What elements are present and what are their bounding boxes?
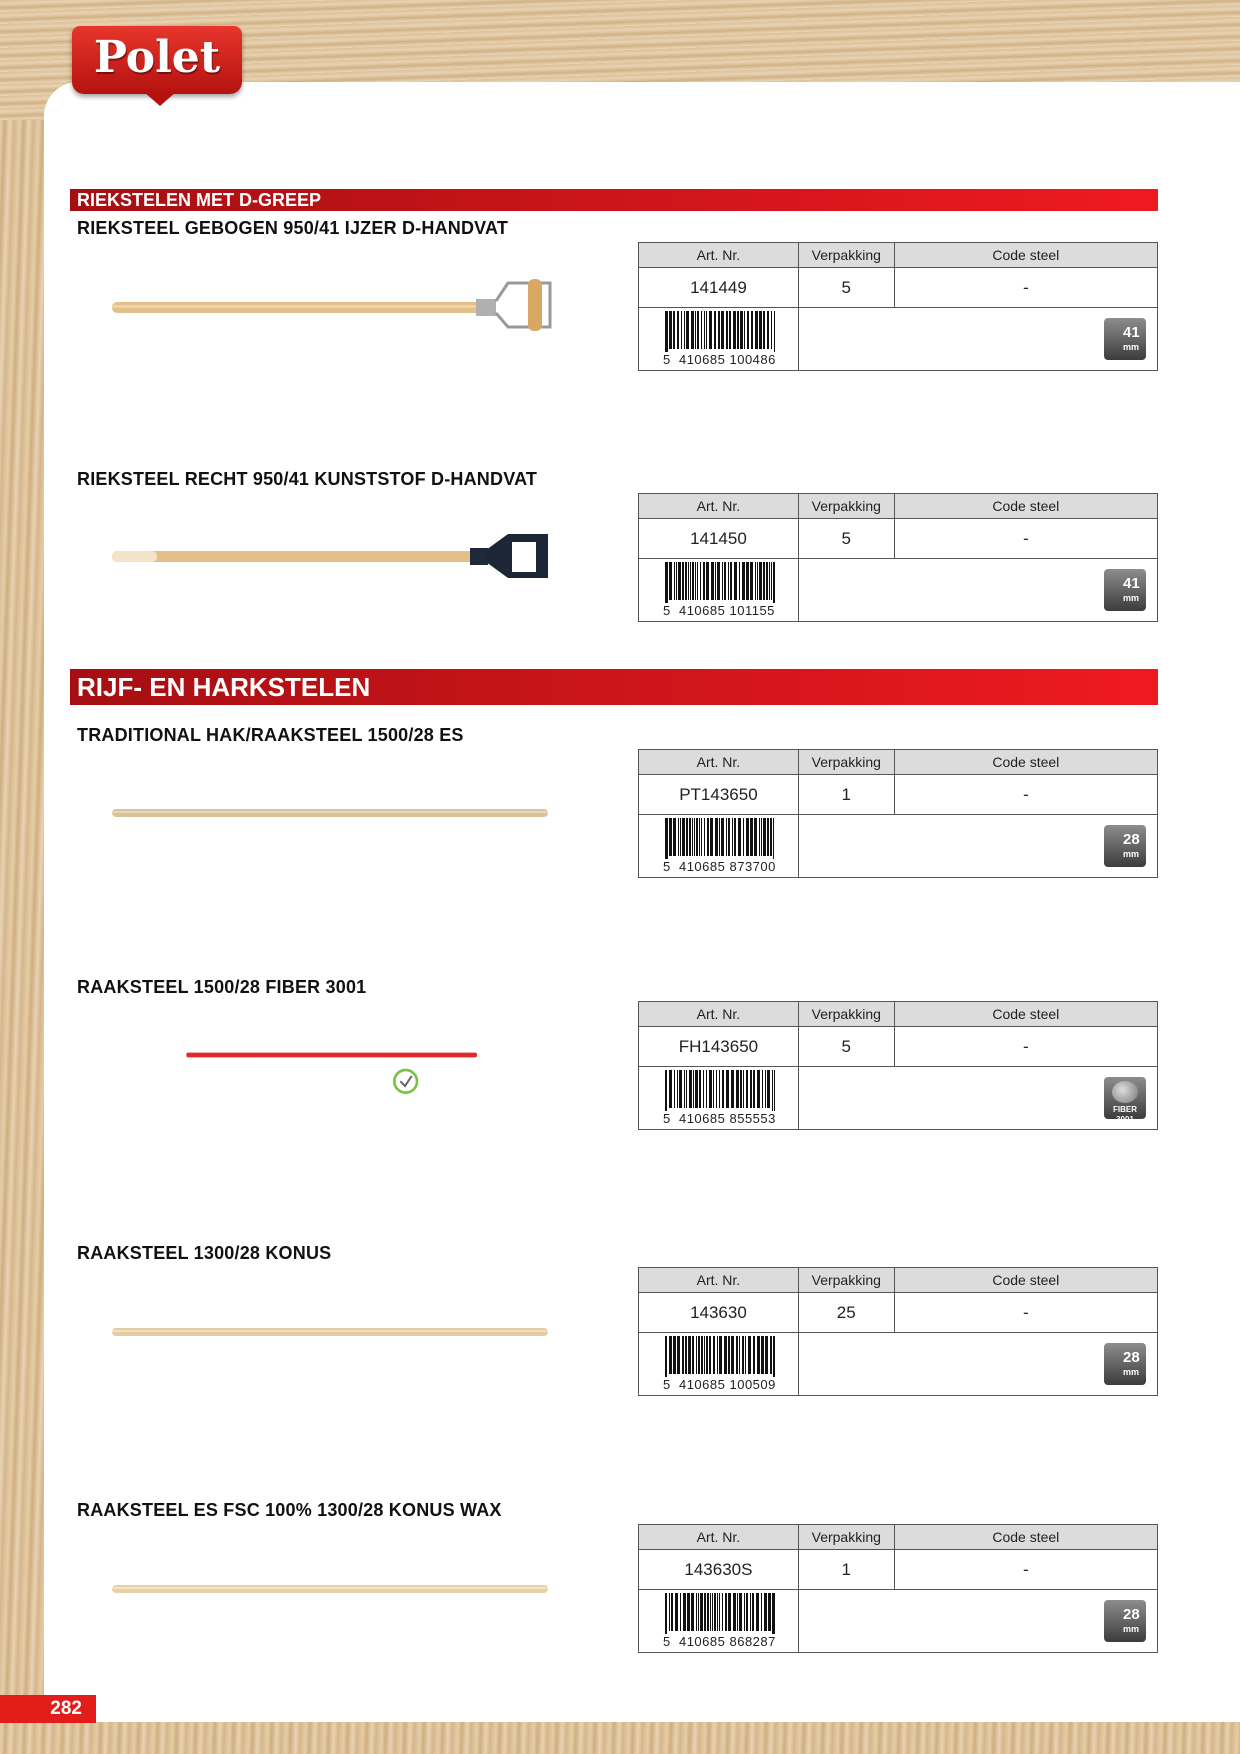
barcode-stripe bbox=[742, 562, 745, 600]
diameter-badge-icon: 41 mm bbox=[1104, 318, 1146, 360]
barcode-stripe bbox=[726, 1070, 729, 1108]
barcode-stripe bbox=[685, 562, 687, 600]
barcode-stripe bbox=[692, 562, 694, 600]
spec-table bbox=[638, 1267, 1158, 1396]
barcode bbox=[639, 309, 798, 369]
barcode-stripe bbox=[709, 1336, 711, 1374]
header-code-steel: Code steel bbox=[894, 750, 1157, 775]
verpakking: 25 bbox=[798, 1293, 894, 1333]
barcode-stripe bbox=[695, 562, 696, 600]
product-title: RAAKSTEEL 1300/28 KONUS bbox=[77, 1243, 332, 1263]
barcode-stripe bbox=[695, 1070, 698, 1108]
barcode-stripe bbox=[692, 818, 693, 856]
barcode-stripe bbox=[733, 311, 736, 349]
barcode-stripe bbox=[665, 1593, 667, 1637]
barcode-stripe bbox=[746, 1070, 748, 1108]
barcode-stripe bbox=[763, 562, 765, 600]
barcode-stripe bbox=[713, 1070, 714, 1108]
code-steel: - bbox=[894, 1550, 1157, 1590]
barcode-stripe bbox=[669, 1593, 670, 1631]
barcode-stripe bbox=[750, 1593, 751, 1631]
barcode bbox=[639, 816, 798, 876]
barcode-stripe bbox=[736, 1070, 739, 1108]
barcode-stripe bbox=[750, 562, 753, 600]
barcode-stripe bbox=[678, 562, 681, 600]
barcode-stripe bbox=[684, 311, 685, 349]
barcode-stripe bbox=[761, 1336, 764, 1374]
barcode-stripe bbox=[665, 311, 668, 355]
header-verpakking: Verpakking bbox=[798, 494, 894, 519]
barcode-stripe bbox=[681, 311, 682, 349]
barcode-stripe bbox=[691, 311, 694, 349]
barcode-stripe bbox=[716, 1070, 717, 1108]
barcode-stripe bbox=[669, 562, 672, 600]
barcode-stripe bbox=[683, 1593, 686, 1631]
barcode-stripe bbox=[676, 562, 677, 600]
barcode-stripe bbox=[757, 1070, 760, 1108]
header-art-nr: Art. Nr. bbox=[639, 1002, 799, 1027]
barcode-stripe bbox=[771, 562, 772, 600]
header-art-nr: Art. Nr. bbox=[639, 1268, 799, 1293]
header-art-nr: Art. Nr. bbox=[639, 1525, 799, 1550]
barcode-stripe bbox=[730, 562, 732, 600]
barcode-stripe bbox=[733, 1593, 736, 1631]
barcode-stripe bbox=[691, 1593, 694, 1631]
barcode-stripe bbox=[715, 818, 718, 856]
barcode-stripe bbox=[686, 1070, 687, 1108]
barcode-stripe bbox=[737, 311, 739, 349]
barcode-stripe bbox=[737, 1593, 738, 1631]
barcode-stripe bbox=[722, 562, 723, 600]
barcode-stripe bbox=[763, 818, 766, 856]
art-nr: 141449 bbox=[639, 268, 799, 308]
barcode-stripe bbox=[673, 311, 675, 349]
barcode-stripe bbox=[742, 1336, 744, 1374]
barcode-stripe bbox=[680, 818, 681, 856]
art-nr: 143630S bbox=[639, 1550, 799, 1590]
barcode-stripe bbox=[717, 1593, 718, 1631]
barcode-stripe bbox=[695, 311, 696, 349]
barcode-stripe bbox=[719, 1070, 720, 1108]
barcode-stripe bbox=[714, 1593, 716, 1631]
barcode-stripe bbox=[706, 1070, 707, 1108]
barcode-stripe bbox=[721, 818, 724, 856]
product-image-wooden-stick bbox=[110, 1559, 560, 1619]
barcode-stripe bbox=[746, 1593, 748, 1631]
art-nr: FH143650 bbox=[639, 1027, 799, 1067]
header-code-steel: Code steel bbox=[894, 243, 1157, 268]
logo-text: Polet bbox=[72, 26, 242, 94]
product-image-wooden-stick bbox=[110, 1302, 560, 1362]
barcode-stripe bbox=[701, 1336, 703, 1374]
barcode-stripe bbox=[680, 1593, 681, 1631]
barcode-stripe bbox=[703, 562, 705, 600]
barcode-stripe bbox=[685, 1336, 687, 1374]
product-title: TRADITIONAL HAK/RAAKSTEEL 1500/28 ES bbox=[77, 725, 464, 745]
barcode-stripe bbox=[689, 818, 691, 856]
barcode-stripe bbox=[665, 818, 668, 862]
diameter-badge-icon: 28 mm bbox=[1104, 1343, 1146, 1385]
barcode-stripe bbox=[746, 818, 749, 856]
barcode-stripe bbox=[747, 311, 749, 349]
barcode-stripe bbox=[677, 311, 679, 349]
barcode-stripe bbox=[673, 818, 676, 856]
barcode-stripe bbox=[731, 1336, 734, 1374]
barcode-stripe bbox=[728, 562, 729, 600]
brand-logo bbox=[72, 26, 242, 110]
barcode-stripe bbox=[704, 1336, 705, 1374]
spec-table bbox=[638, 1001, 1158, 1130]
art-nr: 143630 bbox=[639, 1293, 799, 1333]
barcode-stripe bbox=[701, 311, 702, 349]
barcode-stripe bbox=[679, 1070, 682, 1108]
barcode-stripe bbox=[688, 1336, 691, 1374]
barcode-stripe bbox=[748, 1336, 751, 1374]
product-title: RIEKSTEEL RECHT 950/41 KUNSTSTOF D-HANDVAT bbox=[77, 469, 538, 489]
barcode-stripe bbox=[674, 1070, 675, 1108]
barcode-stripe bbox=[750, 1070, 752, 1108]
barcode-stripe bbox=[696, 818, 698, 856]
barcode-number: 5 410685 100509 bbox=[663, 1377, 776, 1392]
barcode-stripe bbox=[687, 1593, 690, 1631]
barcode-stripe bbox=[717, 562, 720, 600]
product-image-fiber-stick bbox=[110, 1036, 560, 1096]
barcode-stripe bbox=[706, 1336, 708, 1374]
header-code-steel: Code steel bbox=[894, 1268, 1157, 1293]
barcode-stripe bbox=[770, 1336, 772, 1374]
barcode-stripe bbox=[728, 1336, 730, 1374]
barcode-stripe bbox=[669, 818, 672, 856]
barcode-stripe bbox=[764, 1593, 767, 1631]
barcode-stripe bbox=[734, 562, 737, 600]
barcode-stripe bbox=[757, 562, 758, 600]
barcode-stripe bbox=[689, 1070, 692, 1108]
barcode-stripe bbox=[774, 1070, 775, 1114]
code-steel: - bbox=[894, 1027, 1157, 1067]
verpakking: 5 bbox=[798, 519, 894, 559]
barcode-stripe bbox=[739, 562, 740, 600]
product-title: RAAKSTEEL ES FSC 100% 1300/28 KONUS WAX bbox=[77, 1500, 502, 1520]
diameter-badge-icon: 41 mm bbox=[1104, 569, 1146, 611]
barcode-stripe bbox=[771, 311, 772, 349]
art-nr: PT143650 bbox=[639, 775, 799, 815]
barcode-stripe bbox=[756, 1593, 759, 1631]
verpakking: 5 bbox=[798, 1027, 894, 1067]
barcode-stripe bbox=[707, 818, 709, 856]
fsc-check-icon bbox=[394, 1070, 417, 1093]
header-code-steel: Code steel bbox=[894, 494, 1157, 519]
header-art-nr: Art. Nr. bbox=[639, 243, 799, 268]
barcode-stripe bbox=[728, 818, 730, 856]
barcode-stripe bbox=[772, 1593, 775, 1637]
barcode-stripe bbox=[669, 1070, 672, 1108]
barcode-number: 5 410685 868287 bbox=[663, 1634, 776, 1649]
barcode-stripe bbox=[699, 1070, 701, 1108]
barcode-stripe bbox=[704, 1593, 706, 1631]
barcode-stripe bbox=[686, 311, 689, 349]
code-steel: - bbox=[894, 519, 1157, 559]
barcode-stripe bbox=[707, 1593, 709, 1631]
barcode-stripe bbox=[719, 1336, 722, 1374]
barcode-stripe bbox=[769, 562, 770, 600]
barcode-stripe bbox=[698, 1336, 700, 1374]
barcode-stripe bbox=[704, 818, 705, 856]
barcode-stripe bbox=[740, 1070, 742, 1108]
barcode-stripe bbox=[755, 562, 756, 600]
spec-table bbox=[638, 749, 1158, 878]
barcode-stripe bbox=[722, 1593, 723, 1631]
barcode bbox=[639, 1591, 798, 1651]
spec-table bbox=[638, 242, 1158, 371]
header-code-steel: Code steel bbox=[894, 1002, 1157, 1027]
barcode-stripe bbox=[744, 1593, 745, 1631]
barcode-stripe bbox=[697, 562, 698, 600]
header-verpakking: Verpakking bbox=[798, 243, 894, 268]
barcode-stripe bbox=[717, 1336, 718, 1374]
barcode-stripe bbox=[743, 818, 744, 856]
barcode-stripe bbox=[761, 818, 762, 856]
barcode-stripe bbox=[739, 1593, 742, 1631]
barcode bbox=[639, 560, 798, 620]
verpakking: 5 bbox=[798, 268, 894, 308]
barcode-stripe bbox=[768, 1593, 771, 1631]
product-image-d-handle-plastic bbox=[110, 528, 560, 588]
barcode-stripe bbox=[773, 562, 775, 606]
code-steel: - bbox=[894, 1293, 1157, 1333]
barcode-stripe bbox=[682, 562, 684, 600]
barcode-stripe bbox=[767, 311, 769, 349]
barcode-stripe bbox=[711, 562, 714, 600]
barcode-stripe bbox=[738, 818, 741, 856]
barcode-stripe bbox=[743, 1070, 744, 1108]
header-art-nr: Art. Nr. bbox=[639, 750, 799, 775]
barcode-stripe bbox=[767, 818, 769, 856]
barcode-stripe bbox=[671, 1593, 673, 1631]
barcode-number: 5 410685 100486 bbox=[663, 352, 776, 367]
barcode-stripe bbox=[678, 818, 679, 856]
barcode-stripe bbox=[728, 1593, 731, 1631]
barcode-stripe bbox=[772, 1070, 773, 1114]
header-code-steel: Code steel bbox=[894, 1525, 1157, 1550]
barcode-stripe bbox=[700, 562, 701, 600]
barcode-stripe bbox=[751, 311, 753, 349]
barcode-stripe bbox=[755, 311, 758, 349]
barcode-stripe bbox=[773, 1336, 775, 1380]
header-art-nr: Art. Nr. bbox=[639, 494, 799, 519]
barcode-stripe bbox=[739, 1336, 740, 1374]
barcode-stripe bbox=[734, 818, 736, 856]
barcode-stripe bbox=[736, 1336, 738, 1374]
barcode-stripe bbox=[677, 1336, 680, 1374]
barcode-stripe bbox=[699, 818, 700, 856]
fiber-badge-icon: FIBER 3001 bbox=[1104, 1077, 1146, 1119]
barcode-number: 5 410685 855553 bbox=[663, 1111, 776, 1126]
section-title-riekstelen: RIEKSTELEN MET D-GREEP bbox=[70, 189, 1158, 211]
barcode-stripe bbox=[694, 818, 695, 856]
barcode-stripe bbox=[721, 311, 724, 349]
barcode-stripe bbox=[740, 311, 743, 349]
product-title: RIEKSTEEL GEBOGEN 950/41 IJZER D-HANDVAT bbox=[77, 218, 509, 238]
barcode-stripe bbox=[753, 1336, 755, 1374]
barcode-stripe bbox=[682, 1336, 684, 1374]
header-verpakking: Verpakking bbox=[798, 1525, 894, 1550]
code-steel: - bbox=[894, 268, 1157, 308]
spec-table bbox=[638, 1524, 1158, 1653]
barcode-stripe bbox=[757, 1336, 760, 1374]
barcode-stripe bbox=[706, 311, 707, 349]
barcode-stripe bbox=[713, 1336, 715, 1374]
barcode-stripe bbox=[754, 818, 757, 856]
barcode-stripe bbox=[684, 1070, 685, 1108]
barcode-stripe bbox=[766, 562, 768, 600]
barcode-stripe bbox=[677, 1070, 678, 1108]
barcode-stripe bbox=[722, 1070, 724, 1108]
barcode-stripe bbox=[726, 311, 728, 349]
barcode bbox=[639, 1068, 798, 1128]
product-title: RAAKSTEEL 1500/28 FIBER 3001 bbox=[77, 977, 367, 997]
barcode-stripe bbox=[719, 818, 720, 856]
barcode-stripe bbox=[712, 1593, 713, 1631]
barcode-stripe bbox=[688, 562, 689, 600]
verpakking: 1 bbox=[798, 1550, 894, 1590]
barcode-stripe bbox=[718, 311, 720, 349]
barcode-stripe bbox=[669, 311, 672, 349]
barcode-stripe bbox=[759, 311, 762, 349]
barcode-stripe bbox=[759, 562, 762, 600]
barcode-stripe bbox=[682, 818, 685, 856]
barcode-stripe bbox=[724, 1336, 727, 1374]
barcode-stripe bbox=[709, 1070, 712, 1108]
barcode-stripe bbox=[704, 311, 705, 349]
barcode-stripe bbox=[690, 562, 691, 600]
barcode-stripe bbox=[750, 818, 753, 856]
art-nr: 141450 bbox=[639, 519, 799, 559]
barcode-stripe bbox=[715, 562, 716, 600]
barcode bbox=[639, 1334, 798, 1394]
barcode-number: 5 410685 873700 bbox=[663, 859, 776, 874]
barcode-stripe bbox=[773, 818, 774, 862]
spec-table bbox=[638, 493, 1158, 622]
barcode-stripe bbox=[703, 1070, 704, 1108]
header-verpakking: Verpakking bbox=[798, 750, 894, 775]
logo-tip bbox=[144, 92, 176, 106]
barcode-stripe bbox=[706, 562, 709, 600]
barcode-stripe bbox=[774, 311, 775, 355]
header-verpakking: Verpakking bbox=[798, 1002, 894, 1027]
barcode-stripe bbox=[674, 562, 675, 600]
diameter-badge-icon: 28 mm bbox=[1104, 1600, 1146, 1642]
header-verpakking: Verpakking bbox=[798, 1268, 894, 1293]
barcode-stripe bbox=[665, 1070, 667, 1114]
section-title-rijf-harkstelen: RIJF- EN HARKSTELEN bbox=[70, 669, 1158, 705]
barcode-stripe bbox=[762, 1070, 763, 1108]
product-image-d-handle-metal bbox=[110, 275, 560, 335]
barcode-stripe bbox=[726, 818, 727, 856]
barcode-stripe bbox=[701, 818, 702, 856]
diameter-badge-icon: 28 mm bbox=[1104, 825, 1146, 867]
barcode-stripe bbox=[665, 1336, 667, 1380]
barcode-stripe bbox=[759, 818, 760, 856]
barcode-stripe bbox=[665, 562, 668, 606]
barcode-stripe bbox=[745, 1336, 746, 1374]
barcode-stripe bbox=[744, 311, 745, 349]
product-image-wooden-stick bbox=[110, 784, 560, 844]
barcode-stripe bbox=[714, 311, 716, 349]
page-number: 282 bbox=[0, 1695, 96, 1723]
barcode-stripe bbox=[709, 311, 712, 349]
barcode-stripe bbox=[675, 1593, 678, 1631]
barcode-stripe bbox=[729, 311, 731, 349]
barcode-stripe bbox=[761, 1593, 762, 1631]
barcode-stripe bbox=[770, 818, 772, 856]
barcode-stripe bbox=[765, 1336, 768, 1374]
barcode-stripe bbox=[765, 1070, 766, 1108]
barcode-stripe bbox=[719, 1593, 720, 1631]
barcode-stripe bbox=[752, 1593, 754, 1631]
barcode-stripe bbox=[753, 1070, 755, 1108]
code-steel: - bbox=[894, 775, 1157, 815]
barcode-stripe bbox=[697, 311, 699, 349]
barcode-stripe bbox=[710, 818, 713, 856]
barcode-stripe bbox=[725, 1593, 727, 1631]
barcode-stripe bbox=[724, 562, 726, 600]
barcode-stripe bbox=[732, 818, 733, 856]
barcode-stripe bbox=[700, 1593, 703, 1631]
barcode-stripe bbox=[746, 562, 749, 600]
barcode-stripe bbox=[710, 1593, 711, 1631]
barcode-stripe bbox=[696, 1336, 697, 1374]
barcode-stripe bbox=[698, 1593, 699, 1631]
barcode-stripe bbox=[767, 1070, 770, 1108]
barcode-stripe bbox=[692, 1336, 694, 1374]
barcode-stripe bbox=[673, 1336, 676, 1374]
barcode-stripe bbox=[696, 1593, 697, 1631]
barcode-stripe bbox=[731, 1070, 734, 1108]
verpakking: 1 bbox=[798, 775, 894, 815]
barcode-stripe bbox=[763, 311, 765, 349]
barcode-number: 5 410685 101155 bbox=[663, 603, 775, 618]
barcode-stripe bbox=[669, 1336, 672, 1374]
barcode-stripe bbox=[693, 1070, 694, 1108]
barcode-stripe bbox=[686, 818, 688, 856]
